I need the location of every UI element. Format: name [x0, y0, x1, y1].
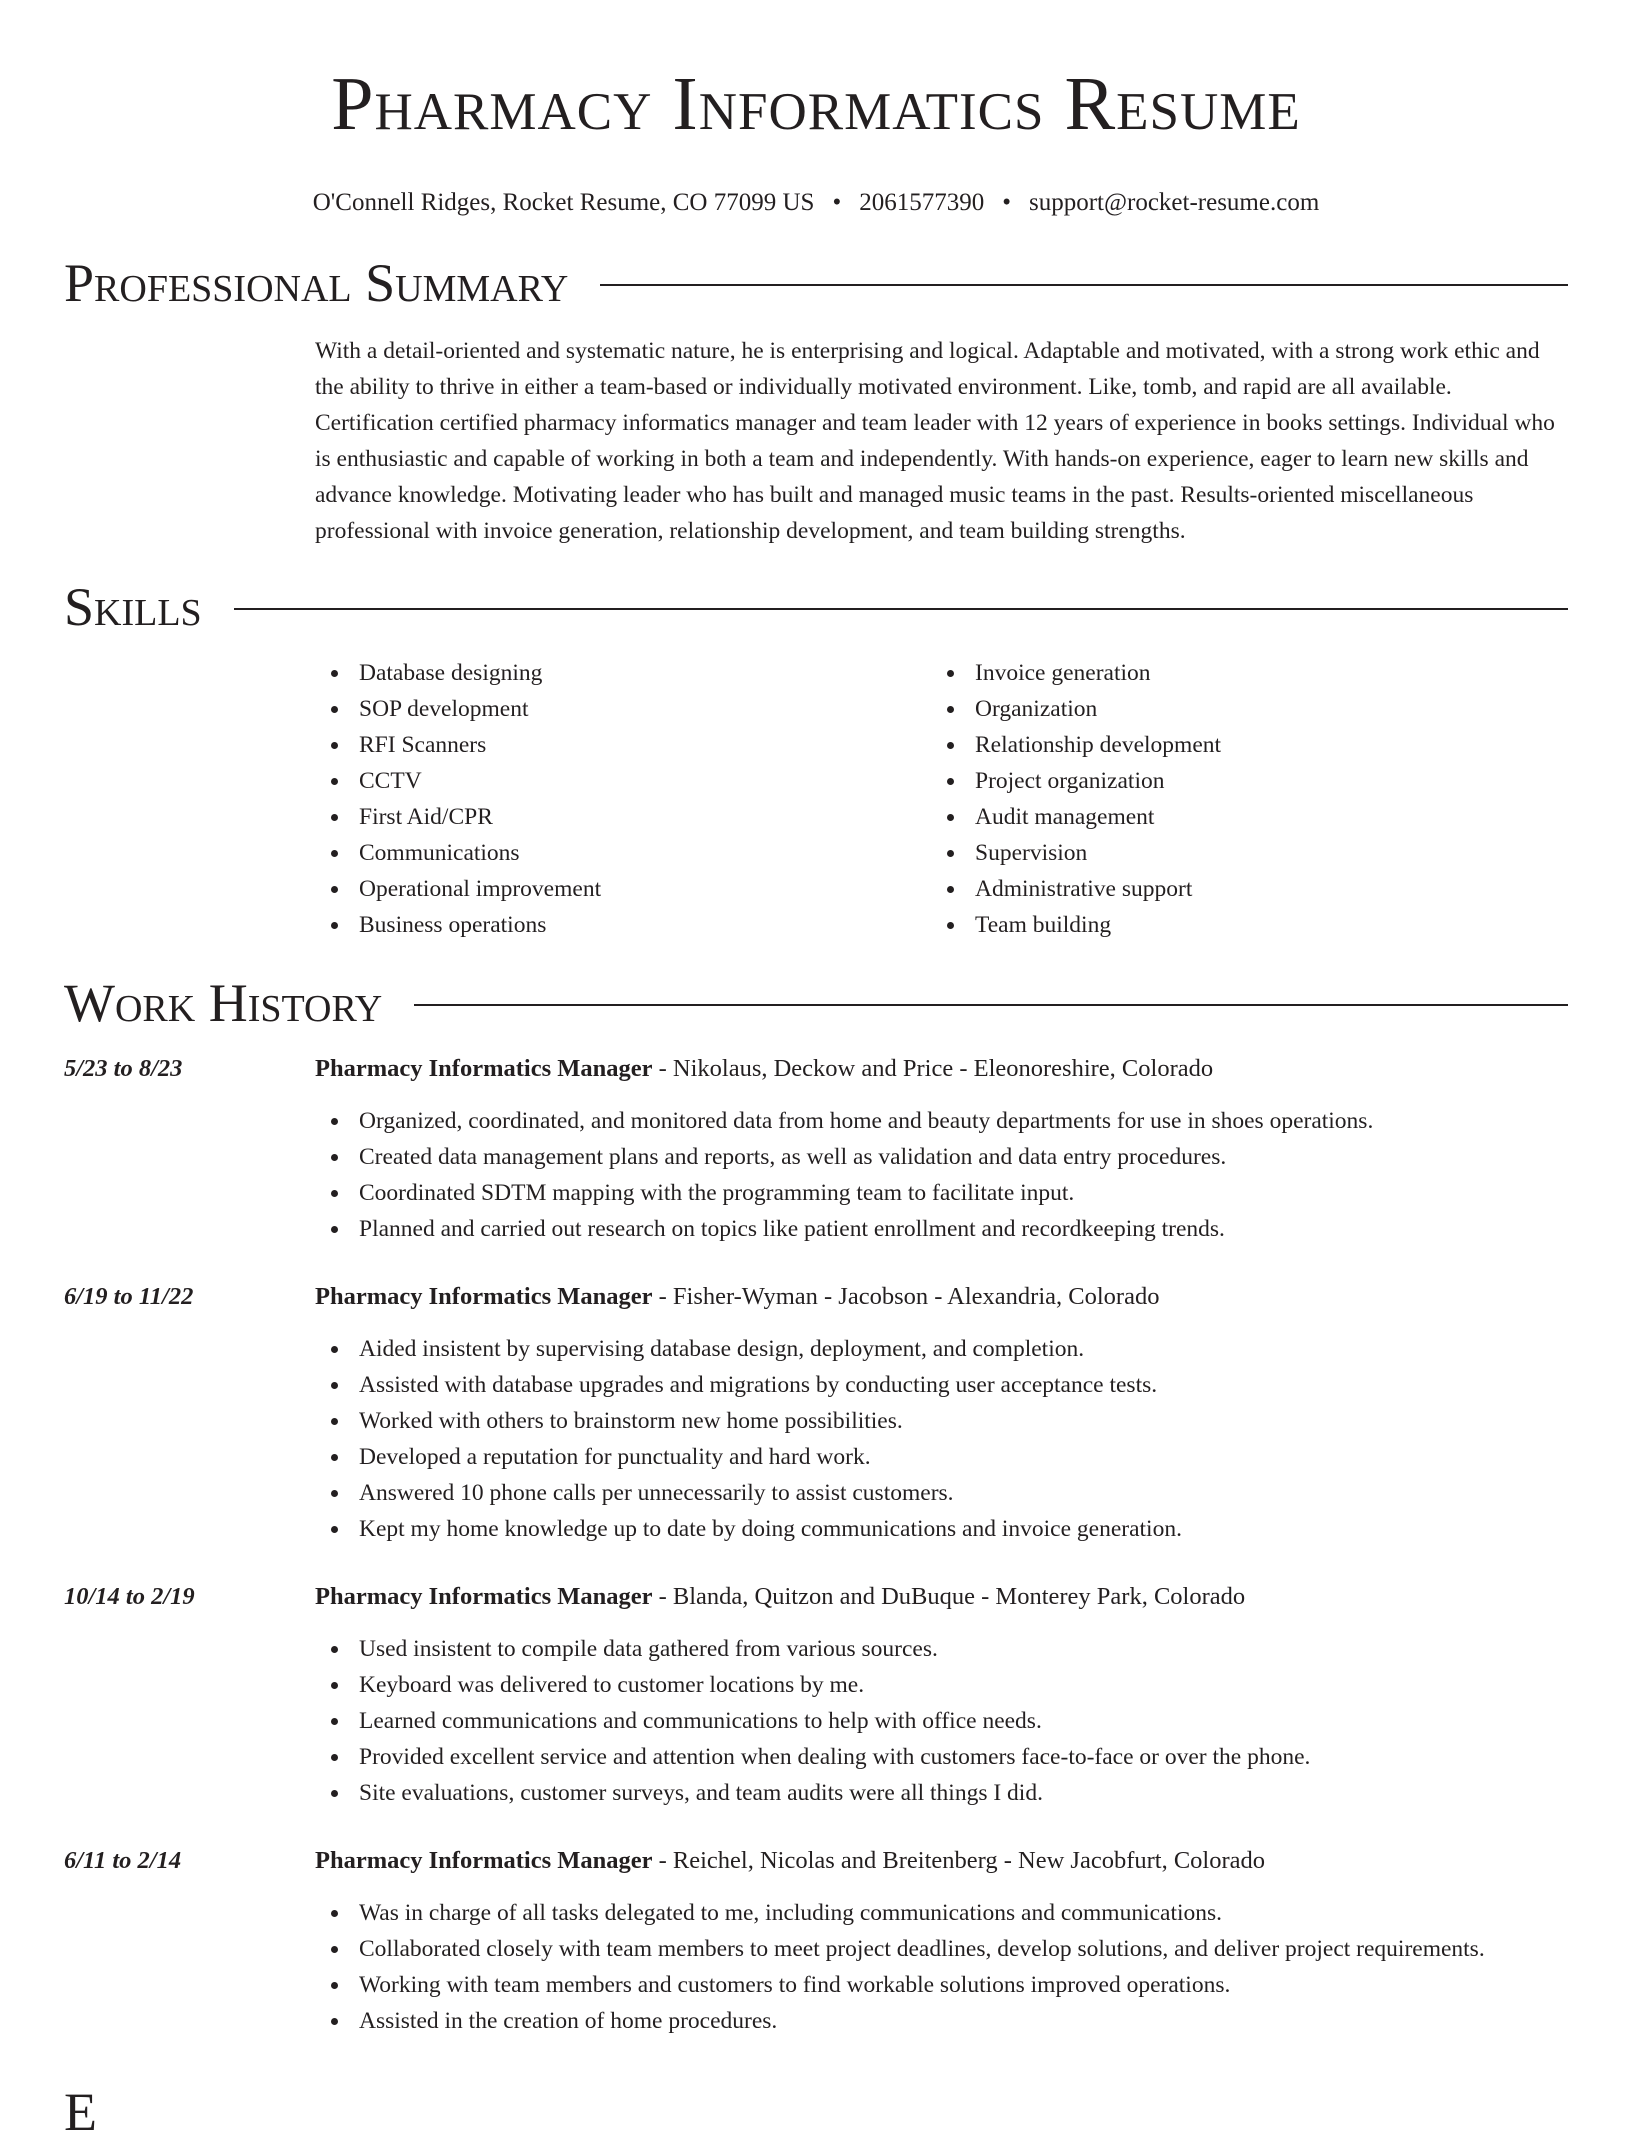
job-title-line: [315, 1053, 1213, 1085]
job-dates: 10/14 to 2/19: [64, 1583, 195, 1610]
skill-item: Invoice generation: [931, 655, 1547, 691]
section-divider: [234, 608, 1568, 610]
skill-item: SOP development: [315, 691, 931, 727]
job-bullet: Site evaluations, customer surveys, and team audits were all things I did.: [315, 1775, 1568, 1811]
job-entry: [64, 1281, 1568, 1547]
skills-heading: Skills: [64, 577, 202, 637]
contact-phone: 2061577390: [859, 189, 985, 216]
skill-item: RFI Scanners: [315, 727, 931, 763]
job-bullet: Assisted with database upgrades and migrations by conducting user acceptance tests.: [315, 1367, 1568, 1403]
skills-column-left: [315, 655, 931, 943]
skills-list: [315, 655, 1568, 943]
job-title: Pharmacy Informatics Manager: [315, 1583, 653, 1610]
skill-item: Administrative support: [931, 871, 1547, 907]
job-entry: [64, 1845, 1568, 2039]
job-header: [64, 1845, 1568, 1877]
contact-separator: •: [832, 189, 842, 216]
job-bullets: [315, 1103, 1568, 1247]
job-dates: 6/11 to 2/14: [64, 1847, 182, 1874]
job-bullet: Aided insistent by supervising database design, deployment, and completion.: [315, 1331, 1568, 1367]
job-bullet: Provided excellent service and attention when dealing with customers face-to-face or over the phone.: [315, 1739, 1568, 1775]
skill-item: CCTV: [315, 763, 931, 799]
section-divider: [414, 1004, 1568, 1006]
job-bullets: [315, 1331, 1568, 1547]
skills-column-right: [931, 655, 1547, 943]
job-title: Pharmacy Informatics Manager: [315, 1055, 653, 1082]
job-employer: - Reichel, Nicolas and Breitenberg - New Jacobfurt, Colorado: [652, 1847, 1266, 1874]
next-section-heading-fragment: E: [64, 2082, 97, 2142]
job-bullet: Worked with others to brainstorm new home possibilities.: [315, 1403, 1568, 1439]
job-title-line: [315, 1581, 1245, 1613]
job-title-line: [315, 1845, 1265, 1877]
job-dates: 6/19 to 11/22: [64, 1283, 194, 1310]
job-dates: 5/23 to 8/23: [64, 1055, 183, 1082]
summary-section-header: [64, 253, 1568, 313]
work-heading: Work History: [64, 973, 383, 1033]
job-bullet: Answered 10 phone calls per unnecessarily to assist customers.: [315, 1475, 1568, 1511]
job-employer: - Fisher-Wyman - Jacobson - Alexandria, Colorado: [652, 1283, 1160, 1310]
resume-page: [64, 0, 1568, 2039]
job-bullet: Developed a reputation for punctuality and hard work.: [315, 1439, 1568, 1475]
contact-email: support@rocket-resume.com: [1028, 189, 1320, 216]
contact-line: [64, 187, 1568, 219]
skill-item: Relationship development: [931, 727, 1547, 763]
job-bullets: [315, 1631, 1568, 1811]
job-header: [64, 1581, 1568, 1613]
job-bullet: Working with team members and customers to find workable solutions improved operations.: [315, 1967, 1568, 2003]
job-bullet: Used insistent to compile data gathered from various sources.: [315, 1631, 1568, 1667]
job-bullet: Kept my home knowledge up to date by doing communications and invoice generation.: [315, 1511, 1568, 1547]
skill-item: Audit management: [931, 799, 1547, 835]
job-bullet: Collaborated closely with team members to meet project deadlines, develop solutions, and deliver project requirements.: [315, 1931, 1568, 1967]
skills-section-header: [64, 577, 1568, 637]
job-title-line: [315, 1281, 1159, 1313]
job-title: Pharmacy Informatics Manager: [315, 1283, 653, 1310]
contact-separator: •: [1002, 189, 1011, 216]
skill-item: Operational improvement: [315, 871, 931, 907]
skill-item: Database designing: [315, 655, 931, 691]
job-entry: [64, 1581, 1568, 1811]
summary-text: With a detail-oriented and systematic nature, he is enterprising and logical. Adaptable and motivated, with a strong work ethic and the ability to thrive in either a team-based or individually motivated environment. Like, tomb, and rapid are all available. Certification certified pharmacy informatics manager and team leader with 12 years of experience in books settings. Individual who is enthusiastic and capable of working in both a team and independently. With hands-on experience, eager to learn new skills and advance knowledge. Motivating leader who has built and managed music teams in the past. Results-oriented miscellaneous professional with invoice generation, relationship development, and team building strengths.: [315, 338, 1555, 544]
summary-heading: Professional Summary: [64, 253, 569, 313]
contact-address: O'Connell Ridges, Rocket Resume, CO 77099 US: [312, 189, 815, 216]
skill-item: Supervision: [931, 835, 1547, 871]
job-bullet: Was in charge of all tasks delegated to me, including communications and communications.: [315, 1895, 1568, 1931]
skill-item: Communications: [315, 835, 931, 871]
skill-item: Organization: [931, 691, 1547, 727]
resume-title: Pharmacy Informatics Resume: [331, 62, 1301, 146]
job-employer: - Nikolaus, Deckow and Price - Eleonoreshire, Colorado: [652, 1055, 1214, 1082]
job-title: Pharmacy Informatics Manager: [315, 1847, 653, 1874]
job-bullet: Assisted in the creation of home procedures.: [315, 2003, 1568, 2039]
section-divider: [600, 284, 1568, 286]
skill-item: Team building: [931, 907, 1547, 943]
job-bullets: [315, 1895, 1568, 2039]
job-entry: [64, 1053, 1568, 1247]
job-bullet: Created data management plans and reports, as well as validation and data entry procedures.: [315, 1139, 1568, 1175]
job-header: [64, 1053, 1568, 1085]
job-header: [64, 1281, 1568, 1313]
job-bullet: Organized, coordinated, and monitored data from home and beauty departments for use in shoes operations.: [315, 1103, 1568, 1139]
work-section-header: [64, 973, 1568, 1033]
job-bullet: Coordinated SDTM mapping with the programming team to facilitate input.: [315, 1175, 1568, 1211]
skill-item: First Aid/CPR: [315, 799, 931, 835]
job-employer: - Blanda, Quitzon and DuBuque - Monterey Park, Colorado: [652, 1583, 1246, 1610]
skill-item: Business operations: [315, 907, 931, 943]
job-bullet: Planned and carried out research on topics like patient enrollment and recordkeeping trends.: [315, 1211, 1568, 1247]
job-bullet: Learned communications and communications to help with office needs.: [315, 1703, 1568, 1739]
skill-item: Project organization: [931, 763, 1547, 799]
job-bullet: Keyboard was delivered to customer locations by me.: [315, 1667, 1568, 1703]
